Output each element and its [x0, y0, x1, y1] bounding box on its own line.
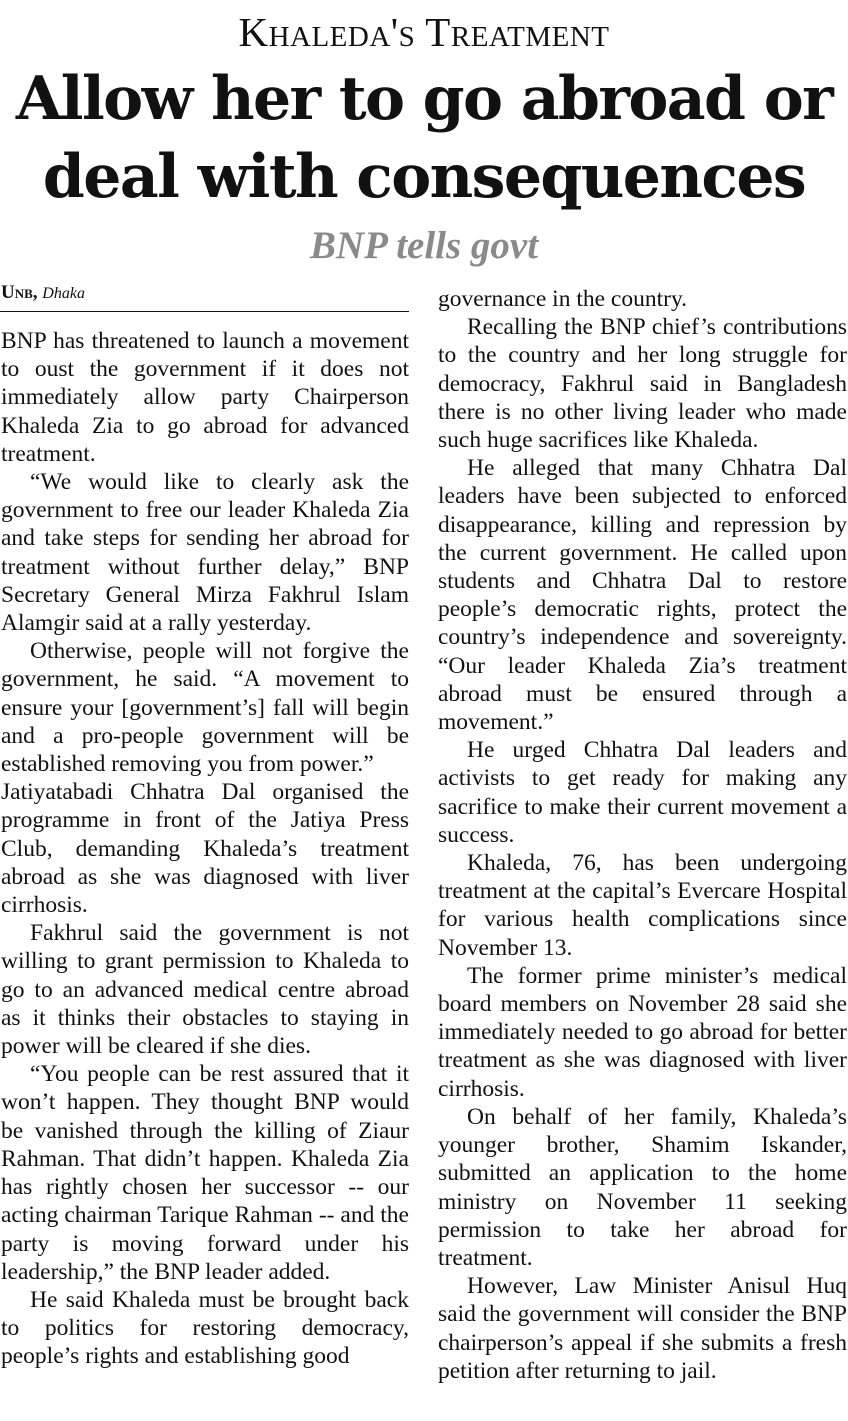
article-paragraph: However, Law Minister Anisul Huq said the government will consider the BNP chairperson’s appeal if she submits a fresh petition after returning to jail. — [438, 1273, 847, 1384]
article-paragraph: BNP has threatened to launch a movement to oust the government if it does not immediately allow party Chairperson Khaleda Zia to go abroad for advanced treatment. — [1, 328, 409, 467]
headline: Allow her to go abroad or deal with consequences — [15, 64, 833, 212]
article-paragraph: “You people can be rest assured that it won’t happen. They thought BNP would be vanished through the killing of Ziaur Rahman. That didn’t happen. Khaleda Zia has rightly chosen her successor -- our acting chairman Tarique Rahman -- and the party is moving forward under his leadership,” the BNP leader added. — [1, 1061, 409, 1285]
article-paragraph: Recalling the BNP chief’s contributions to the country and her long struggle for democracy, Fakhrul said in Bangladesh there is no other living leader who made such huge sacrifices like Khaleda. — [438, 314, 847, 454]
article-paragraph: governance in the country. — [438, 286, 688, 312]
byline — [1, 281, 85, 305]
article-paragraph: He alleged that many Chhatra Dal leaders have been subjected to enforced disappearance, killing and repression by the current government. He called upon students and Chhatra Dal to restore people’s democratic rights, protect the country’s independence and sovereignty. “Our leader Khaleda Zia’s treatment abroad must be ensured through a movement.” — [438, 455, 847, 736]
byline-rule — [0, 311, 409, 312]
article-column-left — [1, 327, 409, 1371]
byline-place: Dhaka — [42, 285, 85, 302]
byline-agency: Unb, — [1, 282, 38, 303]
article-paragraph: He said Khaleda must be brought back to politics for restoring democracy, people’s rights and establishing good — [1, 1286, 409, 1370]
article-paragraph: Fakhrul said the government is not willing to grant permission to Khaleda to go to an advanced medical centre abroad as it thinks their obstacles to staying in power will be cleared if she dies. — [1, 920, 409, 1060]
article-paragraph: “We would like to clearly ask the government to free our leader Khaleda Zia and take steps for sending her abroad for treatment without further delay,” BNP Secretary General Mirza Fakhrul Islam Alamgir said at a rally yesterday. — [1, 469, 409, 637]
article-column-right — [438, 285, 847, 1385]
article-paragraph: Khaleda, 76, has been undergoing treatment at the capital’s Evercare Hospital for various health complications since November 13. — [438, 850, 847, 961]
kicker: Khaleda's Treatment — [238, 9, 610, 55]
article-paragraph: Jatiyatabadi Chhatra Dal organised the programme in front of the Jatiya Press Club, demanding Khaleda’s treatment abroad as she was diagnosed with liver cirrhosis. — [1, 779, 409, 919]
article-paragraph: The former prime minister’s medical board members on November 28 said she immediately needed to go abroad for better treatment as she was diagnosed with liver cirrhosis. — [438, 962, 847, 1102]
deck: BNP tells govt — [309, 224, 539, 267]
article-paragraph: He urged Chhatra Dal leaders and activists to get ready for making any sacrifice to make their current movement a success. — [438, 737, 847, 848]
article-paragraph: Otherwise, people will not forgive the government, he said. “A movement to ensure your [government’s] fall will begin and a pro-people government will be established removing you from power.” — [1, 638, 409, 778]
article-paragraph: On behalf of her family, Khaleda’s younger brother, Shamim Iskander, submitted an application to the home ministry on November 11 seeking permission to take her abroad for treatment. — [438, 1103, 847, 1271]
